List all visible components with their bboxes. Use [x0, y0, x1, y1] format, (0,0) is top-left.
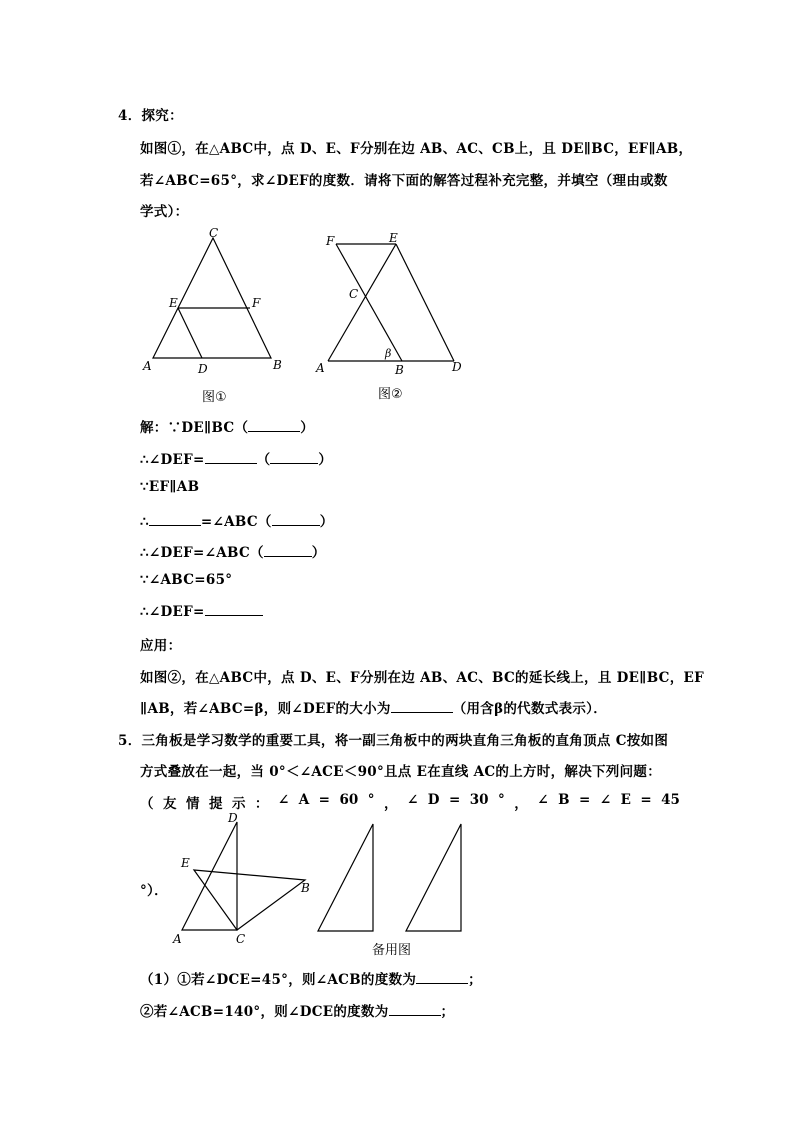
- answer-blank[interactable]: [149, 513, 201, 526]
- board-label-a: A: [173, 932, 182, 946]
- q5-line-2: 方式叠放在一起，当 0°＜∠ACE＜90°且点 E在直线 AC的上方时，解决下列问题：: [140, 764, 662, 780]
- answer-blank[interactable]: [205, 451, 257, 464]
- solution-line-2: ∴∠DEF= （ ）: [140, 452, 333, 468]
- answer-blank[interactable]: [248, 419, 300, 432]
- answer-blank[interactable]: [270, 451, 318, 464]
- fig2-segment-fb: [336, 244, 402, 361]
- solution-line-5: ∴∠DEF=∠ABC（ ）: [140, 545, 326, 561]
- fig2-segment-ea: [328, 244, 396, 361]
- application-line-1: 如图②，在△ABC中，点 D、E、F分别在边 AB、AC、BC的延长线上，且 DE∥BC，EF: [140, 670, 704, 686]
- solution-line-1: 解：∵DE∥BC（ ）: [140, 420, 315, 436]
- fig2-label-beta: β: [385, 347, 392, 360]
- fig2-label-b: B: [395, 363, 404, 377]
- q5-line-1: 5．三角板是学习数学的重要工具，将一副三角板中的两块直角三角板的直角顶点 C按如图: [118, 733, 669, 749]
- fig1-segment-ed: [178, 308, 202, 358]
- q4-title: 4．探究：: [118, 108, 183, 124]
- fig1-label-b: B: [273, 358, 282, 372]
- board-ecb: [194, 870, 305, 930]
- answer-blank[interactable]: [391, 700, 453, 713]
- q5-sub-1: （1）①若∠DCE=45°，则∠ACB的度数为 ；: [140, 972, 482, 988]
- answer-blank[interactable]: [416, 971, 468, 984]
- answer-blank[interactable]: [272, 513, 320, 526]
- fig2-label-e: E: [389, 231, 398, 245]
- q5-sub-2: ②若∠ACB=140°，则∠DCE的度数为 ；: [140, 1004, 455, 1020]
- q5-hint-end: °）．: [140, 883, 168, 899]
- answer-blank[interactable]: [264, 544, 312, 557]
- fig2-label-c: C: [349, 287, 359, 301]
- fig1-label-a: A: [143, 359, 152, 373]
- fig2-label-f: F: [326, 234, 335, 248]
- q4-intro-line3: 学式）：: [140, 204, 189, 220]
- fig1-caption: 图①: [202, 390, 227, 405]
- solution-line-6: ∵∠ABC=65°: [140, 572, 233, 588]
- solution-line-4: ∴ =∠ABC（ ）: [140, 514, 334, 530]
- fig1-label-e: E: [169, 296, 178, 310]
- board-label-b: B: [301, 881, 310, 895]
- fig1-label-f: F: [252, 296, 261, 310]
- application-title: 应用：: [140, 638, 182, 654]
- answer-blank[interactable]: [389, 1003, 441, 1016]
- board-acd: [182, 822, 237, 930]
- fig1-label-d: D: [198, 362, 208, 376]
- board-label-e: E: [181, 856, 190, 870]
- fig2-segment-de: [396, 244, 454, 361]
- solution-line-3: ∵EF∥AB: [140, 479, 200, 495]
- figure-2: [315, 228, 475, 378]
- q4-intro-line2: 若∠ABC=65°，求∠DEF的度数．请将下面的解答过程补充完整，并填空（理由或数: [140, 173, 668, 189]
- spare-figure-2: [403, 822, 473, 942]
- q4-intro-line1: 如图①，在△ABC中，点 D、E、F分别在边 AB、AC、CB上，且 DE∥BC，EF∥AB，: [140, 141, 693, 157]
- spare-figure-1: [315, 822, 385, 942]
- application-line-2: ∥AB，若∠ABC=β，则∠DEF的大小为 （用含β的代数式表示）．: [140, 701, 608, 717]
- solution-line-7: ∴∠DEF=: [140, 603, 263, 620]
- figure-triangle-boards: [170, 810, 330, 950]
- fig1-label-c: C: [209, 226, 219, 240]
- board-label-d: D: [228, 811, 238, 825]
- fig2-label-a: A: [316, 361, 325, 375]
- answer-blank[interactable]: [205, 603, 263, 616]
- fig2-label-d: D: [452, 360, 462, 374]
- q5-hint: （ 友 情 提 示 ： ∠ A = 60 ° ， ∠ D = 30 ° ， ∠ B = ∠ E = 45: [140, 792, 680, 812]
- fig2-caption: 图②: [378, 387, 403, 402]
- figure-1: [140, 225, 290, 375]
- spare-figure-caption: 备用图: [372, 943, 412, 958]
- board-label-c: C: [236, 932, 246, 946]
